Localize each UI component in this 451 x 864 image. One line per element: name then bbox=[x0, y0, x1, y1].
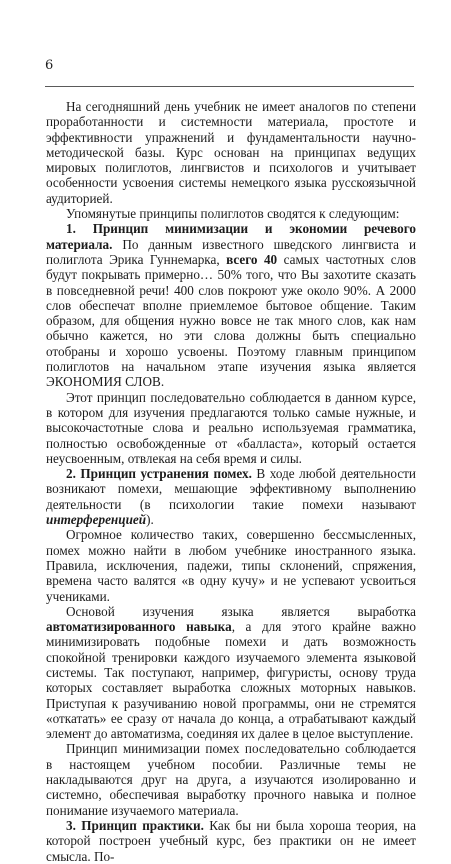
header-rule bbox=[45, 86, 414, 87]
body-text bbox=[46, 99, 416, 864]
principle-heading: 1. Принцип минимизации и экономии речевого материала. bbox=[46, 221, 416, 252]
emphasis-text: всего 40 bbox=[226, 251, 278, 267]
paragraph-text: В ходе любой деятельности возникают помехи, мешающие эффективному выполнению деятельности (в психологии такие помехи называют bbox=[46, 466, 416, 512]
paragraph-principles-lead bbox=[46, 206, 416, 221]
emphasis-text: автоматизированного навыка bbox=[46, 619, 232, 635]
principle-heading: 3. Принцип практики. bbox=[66, 817, 204, 833]
paragraph-text: Принцип минимизации помех последовательно соблюдается в настоящем учебном пособии. Различные темы не накладываются друг на друга, а изучаются изолированно и системно, обеспечивая выработку прочного навыка и полное понимание изучаемого материала. bbox=[46, 741, 416, 818]
paragraph-text: самых частотных слов будут покрывать примерно… 50% того, что Вы захотите сказать в повседневной речи! 400 слов покроют уже около 90%. А 2000 слов обеспечат вполне приемлемое бытовое общение. Таким образом, для общения нужно вовсе не так много слов, как нам обычно кажется, но эти слова должны быть специально отобраны и хорошо усвоены. Поэтому главным принципом полиглотов на начальном этапе изучения языка является ЭКОНОМИЯ СЛОВ. bbox=[46, 251, 416, 390]
page-number: 6 bbox=[45, 58, 54, 73]
paragraph-text: Как бы ни была хороша теория, на которой построен учебный курс, без практики он не имеет смысла. По- bbox=[46, 817, 416, 864]
paragraph-text: Этот принцип последовательно соблюдается в данном курсе, в котором для изучения предлагаются только самые нужные, и высокочастотные слова и реально используемая грамматика, полностью освобожденные от «балласта», который остается неусвоенным, отвлекая на себя время и силы. bbox=[46, 389, 416, 466]
term-text: интерференцией bbox=[46, 512, 147, 528]
paragraph-text: , а для этого крайне важно минимизировать подобные помехи и дать возможность спокойной тренировки каждого изучаемого элемента языковой системы. Так поступают, например, фигуристы, основу труда которых составляет выработка сложных моторных навыков. Приступая к разучиванию новой программы, они не стремятся «откатать» ее сразу от начала до конца, а отрабатывают каждый элемент до автоматизма, соединяя их далее в целое выступление. bbox=[46, 619, 417, 742]
term-emphasis bbox=[46, 512, 146, 527]
paragraph-text: ). bbox=[146, 512, 154, 528]
paragraph-text: На сегодняшний день учебник не имеет аналогов по степени проработанности и системности материала, простоте и эффективности упражнений и фундаментальности научно-методической базы. Курс основан на принципах ведущих мировых полиглотов, лингвистов и психологов и учитывает особенности усвоения системы немецкого языка русскоязычной аудиторией. bbox=[46, 99, 416, 206]
principle-heading: 2. Принцип устранения помех. bbox=[66, 466, 252, 482]
paragraph-text: Упомянутые принципы полиглотов сводятся к следующим: bbox=[66, 206, 400, 222]
paragraph-text: По данным известного шведского лингвиста и полиглота Эрика Гуннемарка, bbox=[46, 236, 416, 267]
paragraph-principle-1-course bbox=[46, 390, 416, 466]
paragraph-principle-3 bbox=[46, 818, 416, 864]
paragraph-principle-2-course bbox=[46, 741, 416, 817]
paragraph-text: Основой изучения языка является выработка bbox=[66, 603, 416, 619]
paragraph-interference-examples bbox=[46, 527, 416, 603]
paragraph-text: Огромное количество таких, совершенно бессмысленных, помех можно найти в любом учебнике иностранного языка. Правила, исключения, падежи, типы склонений, спряжения, времена часто валятся «в одну кучу» и не успевают усвоиться учениками. bbox=[46, 527, 416, 604]
paragraph-intro bbox=[46, 99, 416, 206]
paragraph-principle-1 bbox=[46, 221, 416, 389]
paragraph-principle-2 bbox=[46, 466, 416, 527]
paragraph-automated-skill bbox=[46, 604, 416, 742]
